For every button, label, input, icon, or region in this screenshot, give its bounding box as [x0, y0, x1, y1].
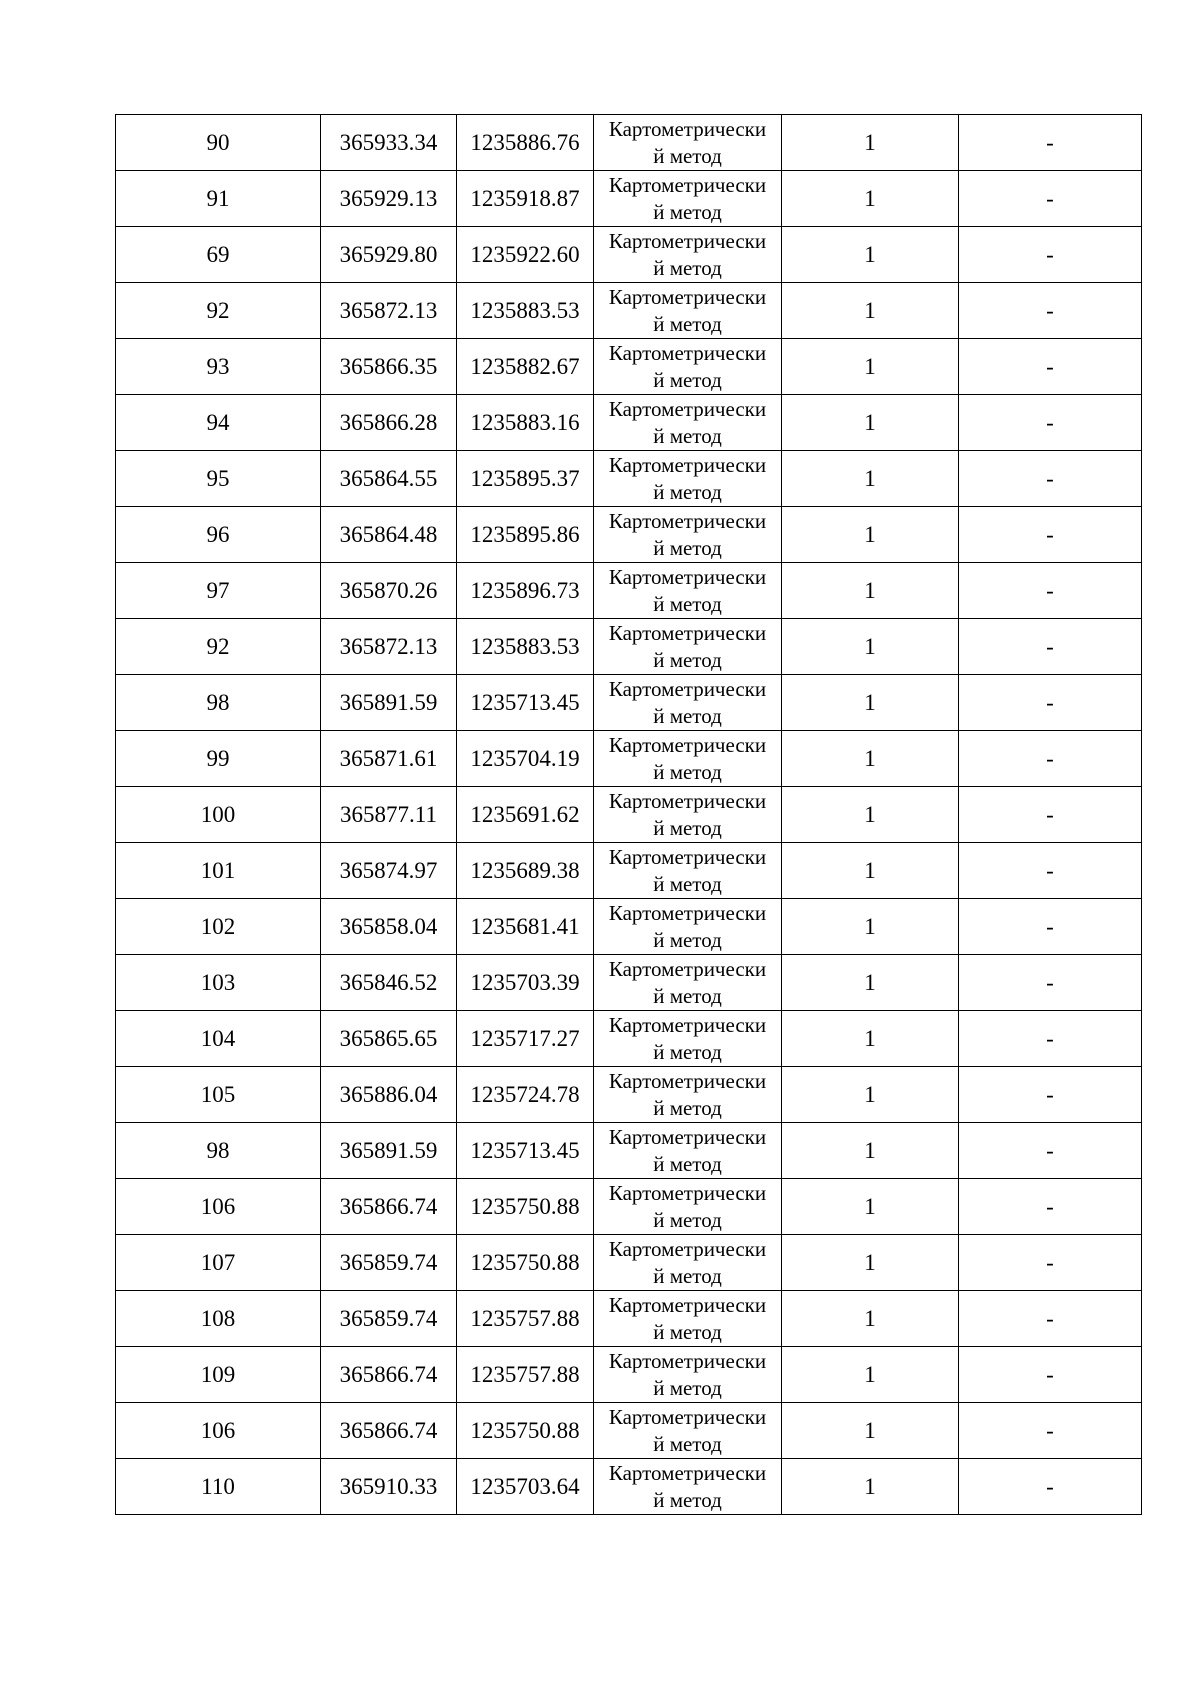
- y-coordinate-cell: 1235717.27: [457, 1011, 594, 1067]
- note-cell: -: [959, 787, 1142, 843]
- table-row: [116, 115, 1142, 171]
- method-cell: [594, 1011, 782, 1067]
- table-row: [116, 843, 1142, 899]
- accuracy-cell: 1: [782, 227, 959, 283]
- method-cell: [594, 787, 782, 843]
- point-number-cell: 102: [116, 899, 321, 955]
- table-row: [116, 1123, 1142, 1179]
- note-cell: -: [959, 1403, 1142, 1459]
- point-number-cell: 105: [116, 1067, 321, 1123]
- method-text-line-1: Картометрически: [608, 564, 767, 589]
- y-coordinate-cell: 1235883.16: [457, 395, 594, 451]
- point-number-cell: 109: [116, 1347, 321, 1403]
- table-row: [116, 1403, 1142, 1459]
- method-text-line-1: Картометрически: [608, 1460, 767, 1485]
- y-coordinate-cell: 1235895.37: [457, 451, 594, 507]
- method-text-line-2: й метод: [653, 1263, 722, 1288]
- table-row: [116, 899, 1142, 955]
- method-text-line-2: й метод: [653, 815, 722, 840]
- y-coordinate-cell: 1235713.45: [457, 1123, 594, 1179]
- point-number-cell: 106: [116, 1179, 321, 1235]
- x-coordinate-cell: 365872.13: [321, 283, 457, 339]
- method-text-line-2: й метод: [653, 703, 722, 728]
- x-coordinate-cell: 365910.33: [321, 1459, 457, 1515]
- method-cell: [594, 955, 782, 1011]
- method-text-line-2: й метод: [653, 871, 722, 896]
- table-row: [116, 451, 1142, 507]
- x-coordinate-cell: 365929.80: [321, 227, 457, 283]
- method-text-line-1: Картометрически: [608, 284, 767, 309]
- method-text-line-1: Картометрически: [608, 340, 767, 365]
- point-number-cell: 92: [116, 283, 321, 339]
- accuracy-cell: 1: [782, 899, 959, 955]
- note-cell: -: [959, 115, 1142, 171]
- x-coordinate-cell: 365864.55: [321, 451, 457, 507]
- table-row: [116, 731, 1142, 787]
- method-text-line-1: Картометрически: [608, 1124, 767, 1149]
- point-number-cell: 101: [116, 843, 321, 899]
- method-text-line-1: Картометрически: [608, 1404, 767, 1429]
- method-text-line-1: Картометрически: [608, 620, 767, 645]
- table-row: [116, 1011, 1142, 1067]
- y-coordinate-cell: 1235883.53: [457, 619, 594, 675]
- x-coordinate-cell: 365865.65: [321, 1011, 457, 1067]
- method-cell: [594, 115, 782, 171]
- table-row: [116, 1235, 1142, 1291]
- note-cell: -: [959, 283, 1142, 339]
- method-text-line-1: Картометрически: [608, 116, 767, 141]
- point-number-cell: 95: [116, 451, 321, 507]
- method-text-line-2: й метод: [653, 199, 722, 224]
- x-coordinate-cell: 365864.48: [321, 507, 457, 563]
- table-row: [116, 283, 1142, 339]
- method-cell: [594, 843, 782, 899]
- method-cell: [594, 507, 782, 563]
- y-coordinate-cell: 1235750.88: [457, 1235, 594, 1291]
- method-text-line-2: й метод: [653, 535, 722, 560]
- y-coordinate-cell: 1235757.88: [457, 1347, 594, 1403]
- point-number-cell: 108: [116, 1291, 321, 1347]
- note-cell: -: [959, 619, 1142, 675]
- x-coordinate-cell: 365877.11: [321, 787, 457, 843]
- method-text-line-1: Картометрически: [608, 844, 767, 869]
- x-coordinate-cell: 365859.74: [321, 1291, 457, 1347]
- method-cell: [594, 675, 782, 731]
- x-coordinate-cell: 365891.59: [321, 675, 457, 731]
- table-row: [116, 619, 1142, 675]
- accuracy-cell: 1: [782, 451, 959, 507]
- note-cell: -: [959, 227, 1142, 283]
- point-number-cell: 104: [116, 1011, 321, 1067]
- x-coordinate-cell: 365866.28: [321, 395, 457, 451]
- accuracy-cell: 1: [782, 955, 959, 1011]
- method-text-line-2: й метод: [653, 927, 722, 952]
- accuracy-cell: 1: [782, 1291, 959, 1347]
- x-coordinate-cell: 365866.74: [321, 1179, 457, 1235]
- method-text-line-2: й метод: [653, 1095, 722, 1120]
- accuracy-cell: 1: [782, 1235, 959, 1291]
- method-text-line-2: й метод: [653, 143, 722, 168]
- method-text-line-1: Картометрически: [608, 228, 767, 253]
- x-coordinate-cell: 365874.97: [321, 843, 457, 899]
- accuracy-cell: 1: [782, 1123, 959, 1179]
- y-coordinate-cell: 1235750.88: [457, 1403, 594, 1459]
- accuracy-cell: 1: [782, 731, 959, 787]
- y-coordinate-cell: 1235918.87: [457, 171, 594, 227]
- table-row: [116, 1067, 1142, 1123]
- method-text-line-1: Картометрически: [608, 508, 767, 533]
- accuracy-cell: 1: [782, 507, 959, 563]
- method-cell: [594, 451, 782, 507]
- note-cell: -: [959, 1123, 1142, 1179]
- x-coordinate-cell: 365866.74: [321, 1347, 457, 1403]
- x-coordinate-cell: 365859.74: [321, 1235, 457, 1291]
- point-number-cell: 97: [116, 563, 321, 619]
- method-text-line-2: й метод: [653, 647, 722, 672]
- point-number-cell: 93: [116, 339, 321, 395]
- method-text-line-2: й метод: [653, 1431, 722, 1456]
- note-cell: -: [959, 507, 1142, 563]
- y-coordinate-cell: 1235882.67: [457, 339, 594, 395]
- y-coordinate-cell: 1235703.64: [457, 1459, 594, 1515]
- method-cell: [594, 1067, 782, 1123]
- y-coordinate-cell: 1235757.88: [457, 1291, 594, 1347]
- method-cell: [594, 1403, 782, 1459]
- point-number-cell: 90: [116, 115, 321, 171]
- method-text-line-1: Картометрически: [608, 900, 767, 925]
- table-row: [116, 955, 1142, 1011]
- table-row: [116, 507, 1142, 563]
- note-cell: -: [959, 395, 1142, 451]
- table-row: [116, 1347, 1142, 1403]
- note-cell: -: [959, 1067, 1142, 1123]
- y-coordinate-cell: 1235713.45: [457, 675, 594, 731]
- method-cell: [594, 1347, 782, 1403]
- table-row: [116, 339, 1142, 395]
- method-text-line-1: Картометрически: [608, 956, 767, 981]
- y-coordinate-cell: 1235895.86: [457, 507, 594, 563]
- accuracy-cell: 1: [782, 563, 959, 619]
- y-coordinate-cell: 1235689.38: [457, 843, 594, 899]
- note-cell: -: [959, 955, 1142, 1011]
- method-cell: [594, 227, 782, 283]
- x-coordinate-cell: 365858.04: [321, 899, 457, 955]
- method-text-line-1: Картометрически: [608, 172, 767, 197]
- accuracy-cell: 1: [782, 339, 959, 395]
- table-row: [116, 1179, 1142, 1235]
- method-text-line-2: й метод: [653, 479, 722, 504]
- method-text-line-1: Картометрически: [608, 396, 767, 421]
- x-coordinate-cell: 365933.34: [321, 115, 457, 171]
- method-text-line-2: й метод: [653, 1039, 722, 1064]
- accuracy-cell: 1: [782, 619, 959, 675]
- note-cell: -: [959, 339, 1142, 395]
- x-coordinate-cell: 365866.74: [321, 1403, 457, 1459]
- y-coordinate-cell: 1235704.19: [457, 731, 594, 787]
- method-cell: [594, 1123, 782, 1179]
- accuracy-cell: 1: [782, 1403, 959, 1459]
- accuracy-cell: 1: [782, 1347, 959, 1403]
- method-cell: [594, 1179, 782, 1235]
- note-cell: -: [959, 1011, 1142, 1067]
- table-row: [116, 563, 1142, 619]
- x-coordinate-cell: 365886.04: [321, 1067, 457, 1123]
- method-text-line-2: й метод: [653, 1487, 722, 1512]
- method-text-line-2: й метод: [653, 759, 722, 784]
- method-cell: [594, 1459, 782, 1515]
- method-text-line-1: Картометрически: [608, 732, 767, 757]
- method-cell: [594, 283, 782, 339]
- y-coordinate-cell: 1235681.41: [457, 899, 594, 955]
- table-row: [116, 675, 1142, 731]
- method-text-line-2: й метод: [653, 983, 722, 1008]
- note-cell: -: [959, 451, 1142, 507]
- note-cell: -: [959, 731, 1142, 787]
- y-coordinate-cell: 1235922.60: [457, 227, 594, 283]
- method-text-line-2: й метод: [653, 1151, 722, 1176]
- note-cell: -: [959, 563, 1142, 619]
- note-cell: -: [959, 171, 1142, 227]
- method-text-line-1: Картометрически: [608, 1012, 767, 1037]
- note-cell: -: [959, 843, 1142, 899]
- method-cell: [594, 899, 782, 955]
- x-coordinate-cell: 365870.26: [321, 563, 457, 619]
- accuracy-cell: 1: [782, 171, 959, 227]
- point-number-cell: 96: [116, 507, 321, 563]
- x-coordinate-cell: 365872.13: [321, 619, 457, 675]
- method-cell: [594, 619, 782, 675]
- point-number-cell: 98: [116, 675, 321, 731]
- y-coordinate-cell: 1235750.88: [457, 1179, 594, 1235]
- method-cell: [594, 339, 782, 395]
- method-text-line-2: й метод: [653, 591, 722, 616]
- method-cell: [594, 731, 782, 787]
- table-row: [116, 1291, 1142, 1347]
- accuracy-cell: 1: [782, 1011, 959, 1067]
- x-coordinate-cell: 365891.59: [321, 1123, 457, 1179]
- note-cell: -: [959, 1291, 1142, 1347]
- accuracy-cell: 1: [782, 675, 959, 731]
- point-number-cell: 107: [116, 1235, 321, 1291]
- method-text-line-1: Картометрически: [608, 676, 767, 701]
- point-number-cell: 99: [116, 731, 321, 787]
- accuracy-cell: 1: [782, 1067, 959, 1123]
- accuracy-cell: 1: [782, 787, 959, 843]
- method-text-line-2: й метод: [653, 1375, 722, 1400]
- point-number-cell: 69: [116, 227, 321, 283]
- method-text-line-1: Картометрически: [608, 452, 767, 477]
- method-text-line-2: й метод: [653, 423, 722, 448]
- method-cell: [594, 171, 782, 227]
- point-number-cell: 100: [116, 787, 321, 843]
- point-number-cell: 92: [116, 619, 321, 675]
- table-row: [116, 171, 1142, 227]
- note-cell: -: [959, 1459, 1142, 1515]
- x-coordinate-cell: 365866.35: [321, 339, 457, 395]
- method-text-line-2: й метод: [653, 367, 722, 392]
- point-number-cell: 91: [116, 171, 321, 227]
- x-coordinate-cell: 365929.13: [321, 171, 457, 227]
- y-coordinate-cell: 1235691.62: [457, 787, 594, 843]
- method-text-line-2: й метод: [653, 1319, 722, 1344]
- method-cell: [594, 563, 782, 619]
- accuracy-cell: 1: [782, 1459, 959, 1515]
- note-cell: -: [959, 1235, 1142, 1291]
- point-number-cell: 106: [116, 1403, 321, 1459]
- method-text-line-1: Картометрически: [608, 1068, 767, 1093]
- method-text-line-2: й метод: [653, 311, 722, 336]
- point-number-cell: 98: [116, 1123, 321, 1179]
- point-number-cell: 103: [116, 955, 321, 1011]
- accuracy-cell: 1: [782, 395, 959, 451]
- method-text-line-1: Картометрически: [608, 1180, 767, 1205]
- accuracy-cell: 1: [782, 843, 959, 899]
- point-number-cell: 94: [116, 395, 321, 451]
- accuracy-cell: 1: [782, 1179, 959, 1235]
- note-cell: -: [959, 1347, 1142, 1403]
- y-coordinate-cell: 1235703.39: [457, 955, 594, 1011]
- method-text-line-1: Картометрически: [608, 1292, 767, 1317]
- note-cell: -: [959, 899, 1142, 955]
- method-cell: [594, 1235, 782, 1291]
- y-coordinate-cell: 1235896.73: [457, 563, 594, 619]
- method-text-line-2: й метод: [653, 1207, 722, 1232]
- y-coordinate-cell: 1235883.53: [457, 283, 594, 339]
- x-coordinate-cell: 365871.61: [321, 731, 457, 787]
- method-cell: [594, 395, 782, 451]
- point-number-cell: 110: [116, 1459, 321, 1515]
- y-coordinate-cell: 1235724.78: [457, 1067, 594, 1123]
- table-row: [116, 227, 1142, 283]
- method-text-line-1: Картометрически: [608, 1236, 767, 1261]
- method-text-line-1: Картометрически: [608, 788, 767, 813]
- accuracy-cell: 1: [782, 115, 959, 171]
- method-text-line-2: й метод: [653, 255, 722, 280]
- method-cell: [594, 1291, 782, 1347]
- coordinates-table: [115, 114, 1142, 1515]
- note-cell: -: [959, 675, 1142, 731]
- method-text-line-1: Картометрически: [608, 1348, 767, 1373]
- coordinates-table-body: [116, 115, 1142, 1515]
- x-coordinate-cell: 365846.52: [321, 955, 457, 1011]
- table-row: [116, 395, 1142, 451]
- table-row: [116, 787, 1142, 843]
- y-coordinate-cell: 1235886.76: [457, 115, 594, 171]
- note-cell: -: [959, 1179, 1142, 1235]
- table-row: [116, 1459, 1142, 1515]
- accuracy-cell: 1: [782, 283, 959, 339]
